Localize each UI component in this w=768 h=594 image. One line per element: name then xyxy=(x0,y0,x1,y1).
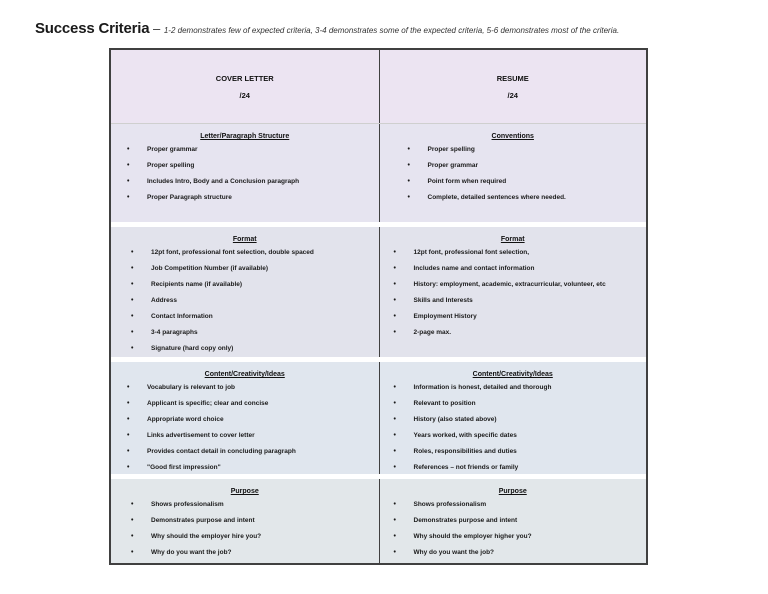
list-item: • References – not friends or family xyxy=(414,460,647,476)
list-item: • 12pt font, professional font selection, double spaced xyxy=(151,245,379,261)
criteria-list xyxy=(380,142,647,206)
list-item: • Why do you want the job? xyxy=(414,545,647,561)
list-item: • History (also stated above) xyxy=(414,412,647,428)
section-title: Letter/Paragraph Structure xyxy=(200,133,290,140)
list-item: • Provides contact detail in concluding paragraph xyxy=(147,444,379,460)
cover-letter-score: /24 xyxy=(239,90,250,100)
list-item: • Roles, responsibilities and duties xyxy=(414,444,647,460)
list-item: • Contact Information xyxy=(151,309,379,325)
section-title: Purpose xyxy=(230,488,259,495)
list-item: • Demonstrates purpose and intent xyxy=(151,513,379,529)
criteria-list xyxy=(111,142,379,206)
list-item: • Proper spelling xyxy=(147,158,379,174)
list-item: • Complete, detailed sentences where needed. xyxy=(428,190,647,206)
resume-score: /24 xyxy=(507,90,518,100)
list-item: • Proper grammar xyxy=(147,142,379,158)
list-item: • Proper Paragraph structure xyxy=(147,190,379,206)
list-item: • Years worked, with specific dates xyxy=(414,428,647,444)
table-header-row xyxy=(111,50,646,124)
list-item: • Demonstrates purpose and intent xyxy=(414,513,647,529)
criteria-list xyxy=(111,497,379,561)
list-item: • "Good first impression" xyxy=(147,460,379,476)
list-item: • History: employment, academic, extracurricular, volunteer, etc xyxy=(414,277,647,293)
section-cell xyxy=(379,124,647,222)
section-cell xyxy=(111,479,379,563)
section-title: Format xyxy=(232,236,257,243)
criteria-table xyxy=(109,48,648,565)
criteria-list xyxy=(111,245,379,357)
list-item: • Applicant is specific; clear and concise xyxy=(147,396,379,412)
cover-letter-header-cell xyxy=(111,50,379,123)
list-item: • Why should the employer hire you? xyxy=(151,529,379,545)
section-title: Content/Creativity/Ideas xyxy=(472,371,553,378)
section-cell xyxy=(111,227,379,357)
table-row-format xyxy=(111,227,646,357)
list-item: • Links advertisement to cover letter xyxy=(147,428,379,444)
criteria-list xyxy=(380,497,647,561)
list-item: • Why should the employer higher you? xyxy=(414,529,647,545)
list-item: • Includes Intro, Body and a Conclusion paragraph xyxy=(147,174,379,190)
list-item: • Shows professionalism xyxy=(151,497,379,513)
section-title: Content/Creativity/Ideas xyxy=(204,371,285,378)
list-item: • Employment History xyxy=(414,309,647,325)
section-title: Format xyxy=(500,236,525,243)
table-row-content xyxy=(111,362,646,474)
page-header xyxy=(35,20,755,38)
list-item: • Proper spelling xyxy=(428,142,647,158)
list-item: • 3-4 paragraphs xyxy=(151,325,379,341)
list-item: • Skills and Interests xyxy=(414,293,647,309)
section-title: Conventions xyxy=(491,133,534,140)
list-item: • Why do you want the job? xyxy=(151,545,379,561)
list-item: • Shows professionalism xyxy=(414,497,647,513)
resume-heading: RESUME xyxy=(496,73,529,83)
criteria-list xyxy=(380,380,647,476)
table-row-purpose xyxy=(111,479,646,563)
table-row-structure xyxy=(111,124,646,222)
list-item: • Point form when required xyxy=(428,174,647,190)
section-cell xyxy=(111,362,379,474)
list-item: • Relevant to position xyxy=(414,396,647,412)
criteria-description: 1-2 demonstrates few of expected criteria, 3-4 demonstrates some of the expected criteria, 5-6 demonstrates most of the criteria. xyxy=(163,26,620,35)
resume-header-cell xyxy=(379,50,647,123)
list-item: • Vocabulary is relevant to job xyxy=(147,380,379,396)
title-dash: – xyxy=(149,21,164,36)
section-cell xyxy=(379,479,647,563)
list-item: • 2-page max. xyxy=(414,325,647,341)
list-item: • Recipients name (if available) xyxy=(151,277,379,293)
page-title: Success Criteria xyxy=(35,20,150,37)
cover-letter-heading: COVER LETTER xyxy=(215,73,274,83)
list-item: • 12pt font, professional font selection, xyxy=(414,245,647,261)
list-item: • Appropriate word choice xyxy=(147,412,379,428)
section-cell xyxy=(379,227,647,357)
list-item: • Address xyxy=(151,293,379,309)
section-cell xyxy=(111,124,379,222)
list-item: • Includes name and contact information xyxy=(414,261,647,277)
section-title: Purpose xyxy=(498,488,527,495)
list-item: • Proper grammar xyxy=(428,158,647,174)
list-item: • Signature (hard copy only) xyxy=(151,341,379,357)
criteria-list xyxy=(111,380,379,476)
list-item: • Information is honest, detailed and thorough xyxy=(414,380,647,396)
criteria-list xyxy=(380,245,647,341)
section-cell xyxy=(379,362,647,474)
list-item: • Job Competition Number (if available) xyxy=(151,261,379,277)
